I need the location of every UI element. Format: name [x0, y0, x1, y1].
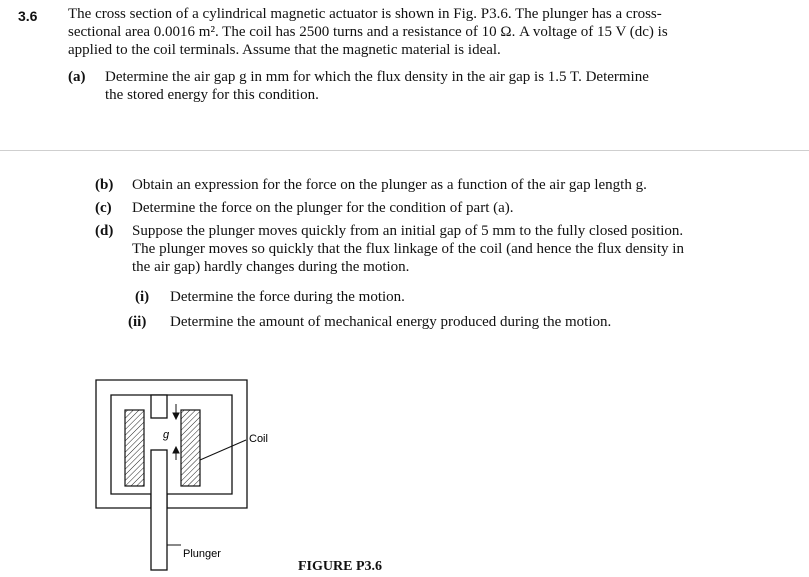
part-label: (c) — [95, 200, 112, 216]
part-line: the stored energy for this condition. — [105, 87, 319, 103]
subpart-text: Determine the force during the motion. — [170, 289, 405, 305]
part-label: (b) — [95, 177, 114, 193]
stem-line: The cross section of a cylindrical magnetic actuator is shown in Fig. P3.6. The plunger has a cross- — [68, 6, 662, 22]
part-line: Suppose the plunger moves quickly from an initial gap of 5 mm to the fully closed position. — [132, 223, 684, 239]
part-line: the air gap) hardly changes during the motion. — [132, 259, 410, 275]
part-line: Determine the force on the plunger for the condition of part (a). — [132, 200, 514, 216]
problem-number: 3.6 — [18, 8, 38, 24]
subpart-text: Determine the amount of mechanical energy produced during the motion. — [170, 314, 612, 330]
plunger-label: Plunger — [183, 548, 221, 560]
coil-winding-left — [125, 410, 144, 486]
subpart-label: (ii) — [128, 314, 147, 330]
stem-line: applied to the coil terminals. Assume that the magnetic material is ideal. — [68, 42, 501, 58]
gap-arrows — [173, 404, 179, 460]
outer-core — [96, 380, 247, 508]
subpart-label: (i) — [135, 289, 150, 305]
part-line: Obtain an expression for the force on the plunger as a function of the air gap length g. — [132, 177, 647, 193]
coil-winding-right — [181, 410, 200, 486]
stem-line: sectional area 0.0016 m². The coil has 2500 turns and a resistance of 10 Ω. A voltage of 15 V (dc) is — [68, 24, 668, 40]
center-post — [151, 395, 167, 418]
part-line: The plunger moves so quickly that the flux linkage of the coil (and hence the flux density in — [132, 241, 684, 257]
part-label: (a) — [68, 69, 86, 85]
part-label: (d) — [95, 223, 114, 239]
gap-label: g — [163, 429, 170, 441]
plunger — [151, 450, 167, 570]
part-line: Determine the air gap g in mm for which the flux density in the air gap is 1.5 T. Determine — [105, 69, 649, 85]
figure-caption: FIGURE P3.6 — [298, 559, 382, 574]
coil-label: Coil — [249, 433, 268, 445]
